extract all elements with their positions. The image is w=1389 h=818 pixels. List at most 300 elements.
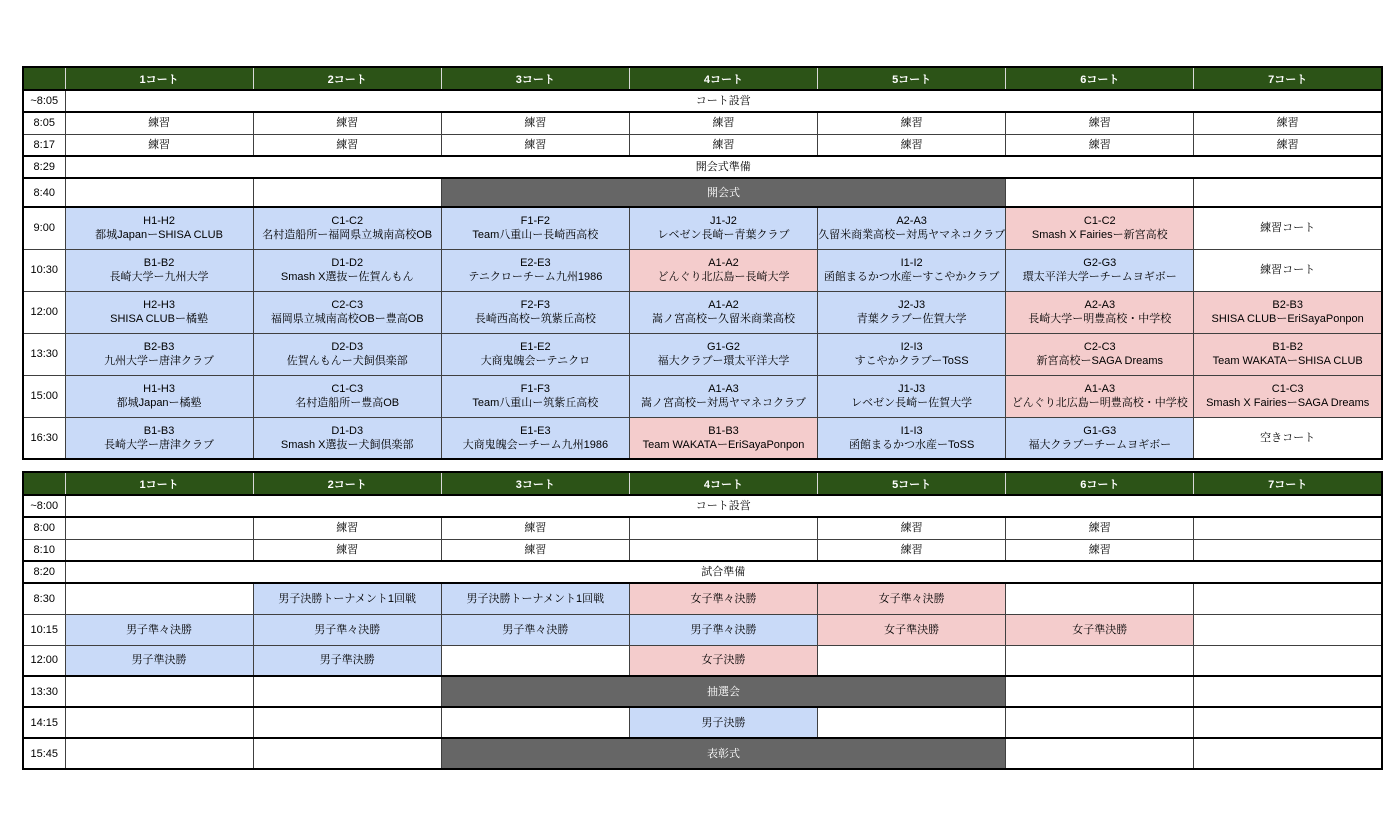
time-label: ~8:05	[23, 90, 65, 112]
schedule-cell	[253, 517, 441, 539]
cell-text: Smash X選抜ー佐賀んもん	[280, 271, 414, 283]
cell-text: 練習	[524, 117, 547, 130]
match-code: A1-A2	[708, 257, 739, 269]
schedule-row	[23, 333, 1382, 375]
time-label: 13:30	[23, 333, 65, 375]
schedule-cell	[1006, 539, 1194, 561]
court-header-row	[23, 472, 1382, 495]
match-code: D1-D2	[331, 257, 364, 269]
schedule-cell	[1006, 375, 1194, 417]
schedule-cell	[65, 676, 253, 707]
cell-text: 練習	[900, 117, 923, 130]
match-code: J2-J3	[898, 299, 926, 311]
schedule-cell	[253, 291, 441, 333]
schedule-cell	[629, 707, 817, 738]
schedule-cell	[441, 676, 1005, 707]
time-label: 10:30	[23, 249, 65, 291]
schedule-row	[23, 517, 1382, 539]
schedule-cell	[1194, 738, 1382, 769]
match-code: A2-A3	[896, 215, 927, 228]
match-code: G2-G3	[1083, 257, 1117, 269]
schedule-cell	[441, 249, 629, 291]
cell-text: 女子準決勝	[884, 623, 940, 636]
cell-text: 男子準々決勝	[126, 623, 193, 636]
court-header-5: 5コート	[818, 67, 1006, 90]
schedule-row	[23, 112, 1382, 134]
schedule-cell	[818, 112, 1006, 134]
cell-text: SHISA CLUBーEriSayaPonpon	[1211, 313, 1364, 325]
match-code: J1-J2	[710, 215, 737, 228]
cell-text: 男子準々決勝	[502, 623, 569, 636]
court-header-4: 4コート	[629, 472, 817, 495]
schedule-cell	[253, 614, 441, 645]
schedule-cell	[65, 90, 1382, 112]
match-code: C1-C3	[1271, 383, 1304, 395]
schedule-cell	[818, 614, 1006, 645]
cell-text: 練習	[900, 522, 923, 535]
schedule-cell	[253, 333, 441, 375]
match-code: F1-F3	[520, 383, 551, 395]
cell-text: 開会式準備	[695, 161, 751, 173]
match-code: E1-E2	[520, 341, 551, 353]
schedule-cell	[65, 156, 1382, 178]
cell-text: 練習	[900, 138, 923, 151]
match-code: B2-B3	[143, 341, 175, 353]
cell-text: 青葉クラブー佐賀大学	[856, 313, 967, 325]
cell-text: 長崎大学ー唐津クラブ	[104, 438, 215, 451]
cell-text: Team WAKATAーSHISA CLUB	[1212, 355, 1363, 367]
schedule-cell	[253, 375, 441, 417]
schedule-cell	[1194, 375, 1382, 417]
schedule-cell	[1194, 249, 1382, 291]
match-code: I1-I3	[900, 424, 923, 437]
cell-text: 新宮高校ーSAGA Dreams	[1036, 355, 1164, 367]
match-code: J1-J3	[898, 383, 926, 395]
schedule-cell	[1194, 178, 1382, 207]
schedule-cell	[1006, 517, 1194, 539]
court-header-7: 7コート	[1194, 472, 1382, 495]
cell-text: 福大クラブーチームヨギボー	[1028, 438, 1172, 451]
cell-text: 函館まるかつ水産ーToSS	[848, 438, 975, 451]
cell-text: レベゼン長崎ー佐賀大学	[851, 397, 973, 409]
cell-text: 女子準々決勝	[690, 592, 757, 605]
schedule-cell	[441, 417, 629, 459]
match-code: A1-A2	[708, 299, 739, 311]
time-label: 8:00	[23, 517, 65, 539]
schedule-row	[23, 495, 1382, 517]
schedule-row	[23, 291, 1382, 333]
schedule-cell	[441, 112, 629, 134]
schedule-cell	[1194, 517, 1382, 539]
schedule-row	[23, 156, 1382, 178]
cell-text: テニクローチーム九州1986	[468, 271, 603, 283]
cell-text: 練習	[336, 117, 359, 130]
time-label: 12:00	[23, 291, 65, 333]
schedule-cell	[1194, 707, 1382, 738]
cell-text: コート設営	[695, 500, 751, 512]
schedule-row	[23, 539, 1382, 561]
cell-text: 練習コート	[1260, 264, 1316, 276]
cell-text: 久留米商業高校ー対馬ヤマネコクラブ	[818, 229, 1006, 242]
cell-text: 都城JapanーSHISA CLUB	[95, 229, 223, 242]
schedule-cell	[253, 645, 441, 676]
cell-text: 表彰式	[706, 747, 740, 760]
cell-text: 練習	[1088, 138, 1111, 151]
schedule-cell	[65, 249, 253, 291]
schedule-cell	[629, 614, 817, 645]
match-code: F2-F3	[520, 299, 551, 311]
header-corner-cell	[23, 472, 65, 495]
match-code: F1-F2	[520, 215, 551, 228]
schedule-cell	[818, 517, 1006, 539]
match-code: B1-B3	[708, 424, 739, 437]
schedule-cell	[441, 207, 629, 249]
cell-text: 名村造船所ー福岡県立城南高校OB	[262, 229, 433, 242]
schedule-cell	[818, 417, 1006, 459]
schedule-cell	[1194, 134, 1382, 156]
schedule-row	[23, 676, 1382, 707]
schedule-cell	[65, 495, 1382, 517]
schedule-row	[23, 134, 1382, 156]
schedule-cell	[629, 539, 817, 561]
schedule-cell	[629, 134, 817, 156]
schedule-cell	[441, 134, 629, 156]
match-code: D2-D3	[331, 341, 364, 353]
cell-text: 開会式	[706, 186, 740, 199]
schedule-cell	[818, 134, 1006, 156]
schedule-cell	[441, 517, 629, 539]
schedule-cell	[65, 561, 1382, 583]
schedule-cell	[1194, 207, 1382, 249]
schedule-cell	[629, 583, 817, 614]
schedule-cell	[65, 539, 253, 561]
match-code: A1-A3	[708, 383, 739, 395]
cell-text: 福大クラブー環太平洋大学	[657, 355, 790, 367]
schedule-cell	[1006, 291, 1194, 333]
time-label: 13:30	[23, 676, 65, 707]
match-code: B1-B2	[1272, 341, 1303, 353]
cell-text: 練習	[1276, 138, 1299, 151]
schedule-cell	[1194, 583, 1382, 614]
match-code: C2-C3	[1083, 341, 1116, 353]
schedule-row	[23, 645, 1382, 676]
cell-text: 長崎大学ー明豊高校・中学校	[1028, 313, 1172, 325]
schedule-cell	[65, 112, 253, 134]
time-label: 8:05	[23, 112, 65, 134]
schedule-cell	[253, 134, 441, 156]
schedule-cell	[629, 417, 817, 459]
schedule-cell	[65, 417, 253, 459]
schedule-cell	[818, 333, 1006, 375]
cell-text: 男子準々決勝	[314, 623, 381, 636]
court-header-row	[23, 67, 1382, 90]
cell-text: 練習	[1276, 117, 1299, 130]
schedule-cell	[629, 645, 817, 676]
schedule-cell	[629, 112, 817, 134]
cell-text: Team八重山ー長崎西高校	[472, 229, 599, 242]
cell-text: 函館まるかつ水産ーすこやかクラブ	[823, 271, 1000, 283]
cell-text: 男子準決勝	[131, 654, 187, 667]
match-code: C2-C3	[331, 299, 364, 311]
schedule-cell	[818, 583, 1006, 614]
schedule-cell	[65, 614, 253, 645]
cell-text: 男子決勝トーナメント1回戦	[466, 592, 605, 605]
cell-text: Smash X FairiesーSAGA Dreams	[1206, 397, 1370, 409]
schedule-cell	[629, 517, 817, 539]
cell-text: 練習	[336, 543, 359, 556]
schedule-row	[23, 583, 1382, 614]
cell-text: 環太平洋大学ーチームヨギボー	[1022, 271, 1177, 283]
schedule-cell	[818, 539, 1006, 561]
schedule-cell	[818, 207, 1006, 249]
match-code: G1-G3	[1083, 424, 1117, 437]
schedule-cell	[629, 207, 817, 249]
schedule-cell	[65, 333, 253, 375]
cell-text: 空きコート	[1260, 431, 1316, 444]
schedule-cell	[253, 249, 441, 291]
cell-text: 嵩ノ宮高校ー久留米商業高校	[651, 313, 795, 325]
schedule-cell	[441, 738, 1005, 769]
schedule-cell	[1006, 249, 1194, 291]
schedule-cell	[441, 539, 629, 561]
cell-text: Smash X Fairiesー新宮高校	[1031, 229, 1168, 242]
schedule-cell	[629, 375, 817, 417]
cell-text: Team WAKATAーEriSayaPonpon	[642, 438, 805, 451]
time-label: 10:15	[23, 614, 65, 645]
time-label: 8:17	[23, 134, 65, 156]
time-label: 8:10	[23, 539, 65, 561]
schedule-cell	[1006, 112, 1194, 134]
schedule-row	[23, 249, 1382, 291]
court-header-2: 2コート	[253, 472, 441, 495]
schedule-cell	[1194, 417, 1382, 459]
cell-text: 大商鬼魄会ーテニクロ	[480, 355, 591, 367]
cell-text: 練習	[1088, 543, 1111, 556]
cell-text: 練習	[1088, 522, 1111, 535]
cell-text: 男子準決勝	[319, 654, 375, 667]
schedule-cell	[65, 178, 253, 207]
schedule-cell	[629, 249, 817, 291]
cell-text: どんぐり北広島ー明豊高校・中学校	[1011, 397, 1188, 409]
cell-text: 男子決勝トーナメント1回戦	[278, 592, 417, 605]
cell-text: レベゼン長崎ー青葉クラブ	[657, 229, 790, 242]
match-code: B1-B2	[143, 257, 175, 269]
schedule-row	[23, 614, 1382, 645]
cell-text: 男子準々決勝	[690, 623, 757, 636]
cell-text: 名村造船所ー豊高OB	[295, 397, 400, 409]
court-header-5: 5コート	[818, 472, 1006, 495]
match-code: A2-A3	[1084, 299, 1116, 311]
schedule-cell	[1006, 707, 1194, 738]
schedule-cell	[65, 707, 253, 738]
tournament-schedule	[22, 66, 1383, 770]
cell-text: 練習	[524, 138, 547, 151]
court-header-7: 7コート	[1194, 67, 1382, 90]
time-label: 8:30	[23, 583, 65, 614]
cell-text: 練習	[900, 543, 923, 556]
match-code: A1-A3	[1084, 383, 1116, 395]
cell-text: 長崎大学ー九州大学	[109, 271, 209, 283]
cell-text: 練習	[712, 117, 735, 130]
schedule-cell	[253, 707, 441, 738]
match-code: E1-E3	[520, 424, 551, 437]
court-header-6: 6コート	[1006, 67, 1194, 90]
cell-text: コート設営	[695, 95, 751, 107]
schedule-cell	[1194, 645, 1382, 676]
schedule-row	[23, 178, 1382, 207]
header-corner-cell	[23, 67, 65, 90]
cell-text: 大商鬼魄会ーチーム九州1986	[462, 438, 609, 451]
schedule-row	[23, 707, 1382, 738]
cell-text: 練習	[148, 117, 171, 130]
cell-text: Team八重山ー筑紫丘高校	[472, 397, 599, 409]
schedule-cell	[253, 583, 441, 614]
court-header-3: 3コート	[441, 67, 629, 90]
schedule-cell	[818, 249, 1006, 291]
cell-text: SHISA CLUBー橘塾	[110, 313, 208, 325]
time-label: 15:45	[23, 738, 65, 769]
cell-text: 長崎西高校ー筑紫丘高校	[474, 313, 596, 325]
cell-text: 嵩ノ宮高校ー対馬ヤマネコクラブ	[640, 397, 806, 409]
match-code: H1-H3	[143, 383, 175, 395]
schedule-row	[23, 207, 1382, 249]
cell-text: 抽選会	[706, 685, 740, 698]
cell-text: 男子決勝	[701, 716, 746, 729]
schedule-cell	[1194, 333, 1382, 375]
schedule-cell	[1006, 676, 1194, 707]
schedule-cell	[441, 178, 1005, 207]
day2-schedule-table	[22, 471, 1383, 770]
schedule-cell	[441, 707, 629, 738]
time-label: ~8:00	[23, 495, 65, 517]
cell-text: 練習	[336, 138, 359, 151]
schedule-cell	[818, 291, 1006, 333]
schedule-cell	[441, 291, 629, 333]
schedule-cell	[65, 375, 253, 417]
schedule-cell	[1006, 738, 1194, 769]
schedule-cell	[629, 291, 817, 333]
schedule-cell	[253, 417, 441, 459]
cell-text: 女子準決勝	[1072, 623, 1128, 636]
match-code: B2-B3	[1272, 299, 1303, 311]
schedule-cell	[1006, 614, 1194, 645]
cell-text: 練習	[336, 522, 359, 535]
cell-text: 練習	[1088, 117, 1111, 130]
match-code: H1-H2	[143, 215, 175, 228]
cell-text: 練習	[524, 522, 547, 535]
time-label: 8:29	[23, 156, 65, 178]
time-label: 16:30	[23, 417, 65, 459]
match-code: I1-I2	[900, 257, 923, 269]
cell-text: 練習	[148, 138, 171, 151]
cell-text: 練習	[712, 138, 735, 151]
schedule-cell	[441, 645, 629, 676]
schedule-cell	[1006, 645, 1194, 676]
match-code: C1-C2	[331, 215, 364, 228]
cell-text: 女子決勝	[701, 654, 746, 667]
schedule-cell	[818, 645, 1006, 676]
schedule-row	[23, 375, 1382, 417]
schedule-row	[23, 417, 1382, 459]
time-label: 9:00	[23, 207, 65, 249]
schedule-cell	[65, 207, 253, 249]
schedule-cell	[1194, 539, 1382, 561]
schedule-cell	[818, 707, 1006, 738]
schedule-cell	[65, 583, 253, 614]
schedule-row	[23, 561, 1382, 583]
schedule-cell	[65, 517, 253, 539]
time-label: 12:00	[23, 645, 65, 676]
court-header-6: 6コート	[1006, 472, 1194, 495]
cell-text: 都城Japanー橘塾	[116, 397, 202, 409]
schedule-cell	[1006, 134, 1194, 156]
court-header-4: 4コート	[629, 67, 817, 90]
schedule-cell	[253, 178, 441, 207]
match-code: B1-B3	[143, 424, 175, 437]
court-header-1: 1コート	[65, 472, 253, 495]
match-code: I2-I3	[900, 341, 923, 353]
cell-text: Smash X選抜ー犬飼倶楽部	[280, 438, 414, 451]
cell-text: 女子準々決勝	[878, 592, 945, 605]
schedule-cell	[1194, 676, 1382, 707]
schedule-cell	[1006, 333, 1194, 375]
schedule-cell	[1006, 178, 1194, 207]
match-code: C1-C3	[331, 383, 364, 395]
schedule-cell	[253, 112, 441, 134]
schedule-row	[23, 738, 1382, 769]
schedule-cell	[253, 676, 441, 707]
match-code: D1-D3	[331, 424, 364, 437]
schedule-cell	[1006, 583, 1194, 614]
time-label: 15:00	[23, 375, 65, 417]
court-header-3: 3コート	[441, 472, 629, 495]
match-code: H2-H3	[143, 299, 175, 311]
cell-text: 九州大学ー唐津クラブ	[104, 355, 215, 367]
cell-text: 試合準備	[701, 566, 746, 578]
schedule-cell	[1194, 112, 1382, 134]
schedule-cell	[1006, 417, 1194, 459]
time-label: 14:15	[23, 707, 65, 738]
schedule-cell	[65, 134, 253, 156]
schedule-cell	[1194, 291, 1382, 333]
cell-text: 福岡県立城南高校OBー豊高OB	[270, 313, 424, 325]
schedule-cell	[1194, 614, 1382, 645]
schedule-cell	[253, 738, 441, 769]
cell-text: 練習コート	[1260, 222, 1316, 235]
schedule-cell	[441, 583, 629, 614]
time-label: 8:20	[23, 561, 65, 583]
schedule-cell	[65, 645, 253, 676]
schedule-row	[23, 90, 1382, 112]
court-header-2: 2コート	[253, 67, 441, 90]
day1-schedule-table	[22, 66, 1383, 460]
schedule-cell	[629, 333, 817, 375]
match-code: C1-C2	[1083, 215, 1116, 228]
match-code: G1-G2	[706, 341, 740, 353]
cell-text: どんぐり北広島ー長崎大学	[657, 271, 790, 283]
cell-text: すこやかクラブーToSS	[854, 355, 969, 367]
schedule-cell	[441, 375, 629, 417]
schedule-cell	[65, 291, 253, 333]
schedule-cell	[1006, 207, 1194, 249]
schedule-cell	[65, 738, 253, 769]
court-header-1: 1コート	[65, 67, 253, 90]
cell-text: 佐賀んもんー犬飼倶楽部	[286, 355, 408, 367]
schedule-cell	[441, 614, 629, 645]
time-label: 8:40	[23, 178, 65, 207]
schedule-cell	[818, 375, 1006, 417]
schedule-cell	[253, 207, 441, 249]
